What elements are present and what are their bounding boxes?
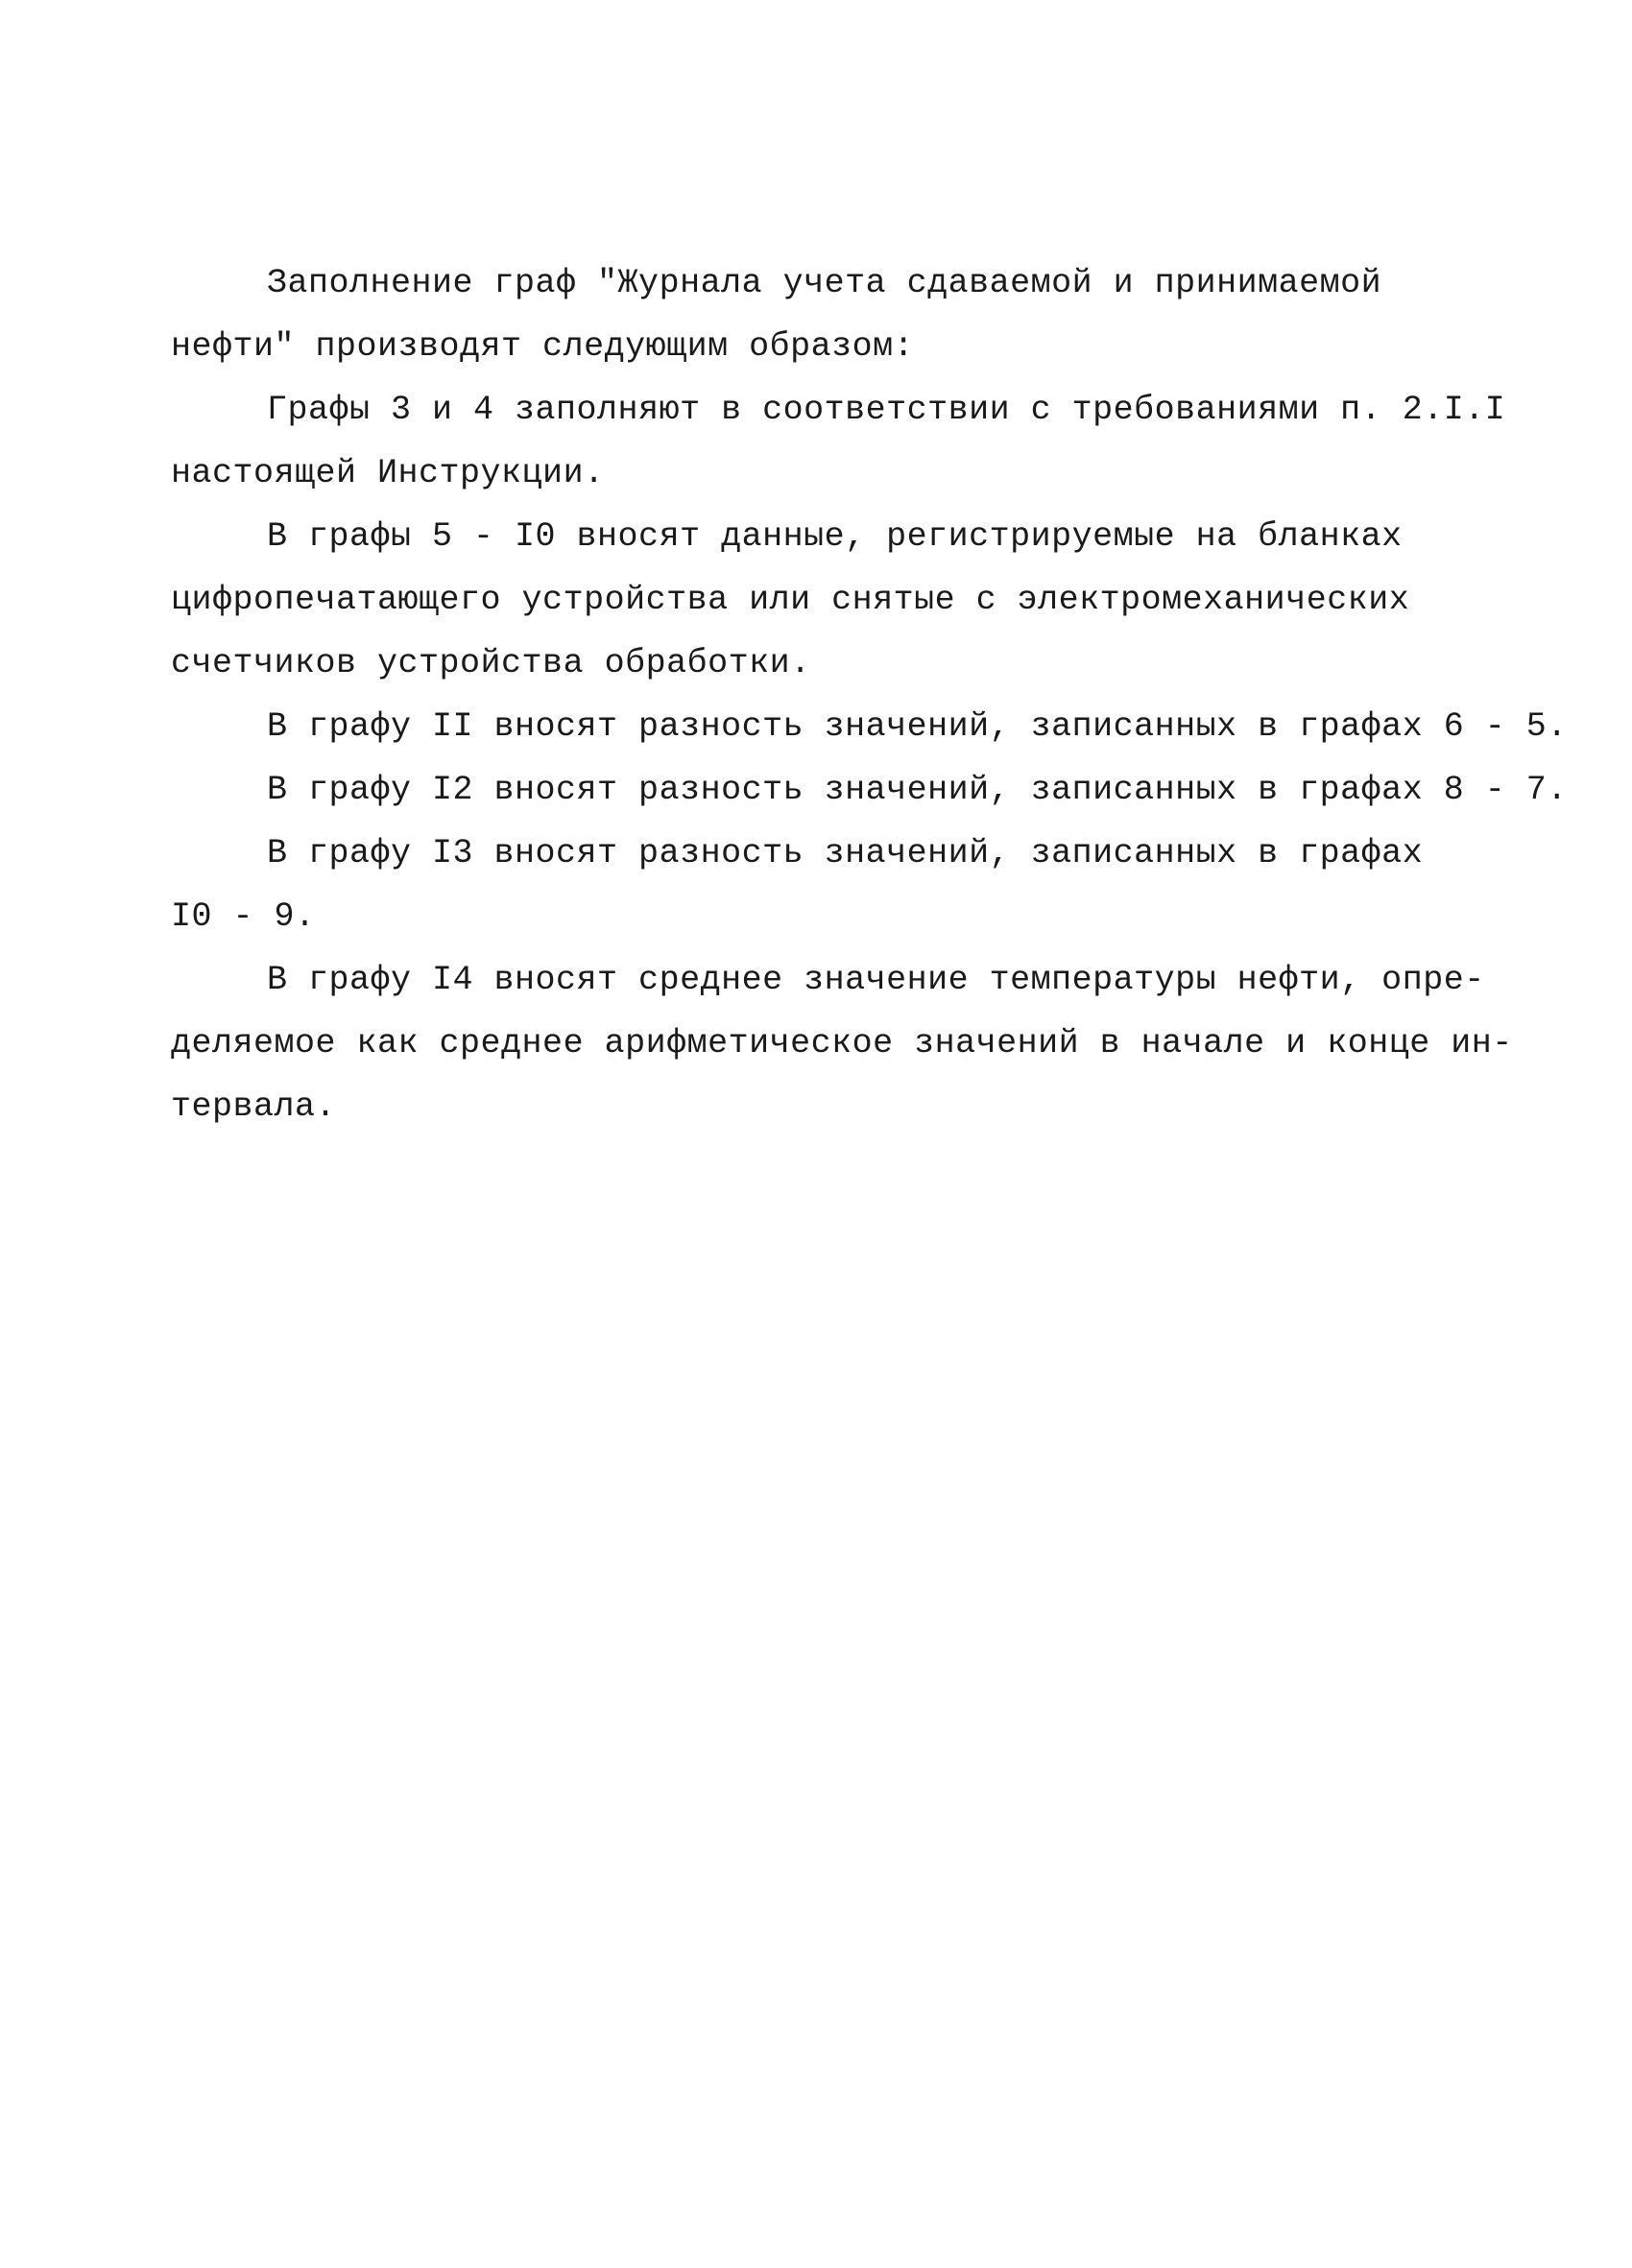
paragraph-column-12	[171, 758, 1568, 822]
text-line: Заполнение граф "Журнала учета сдаваемой и принимаемой	[267, 264, 1382, 302]
text-line: В графу II вносят разность значений, записанных в графах 6 - 5.	[267, 707, 1568, 746]
text-line: В графу I4 вносят среднее значение температуры нефти, опре-	[267, 961, 1485, 999]
document-body	[171, 251, 1568, 1138]
text-line: деляемое как среднее арифметическое значений в начале и конце ин-	[171, 1024, 1513, 1062]
paragraph-columns-3-4	[171, 378, 1506, 505]
paragraph-column-11	[171, 695, 1568, 758]
text-line: нефти" производят следующим образом:	[171, 327, 915, 366]
text-line: цифропечатающего устройства или снятые с электромеханических	[171, 581, 1410, 619]
text-line: В графы 5 - I0 вносят данные, регистрируемые на бланках	[267, 517, 1403, 556]
paragraph-columns-5-10	[171, 505, 1457, 695]
paragraph-column-13	[171, 822, 1457, 948]
text-line: Графы 3 и 4 заполняют в соответствии с требованиями п. 2.I.I	[267, 391, 1506, 429]
paragraph-column-14	[171, 948, 1513, 1138]
text-line: настоящей Инструкции.	[171, 454, 605, 492]
text-line: В графу I3 вносят разность значений, записанных в графах	[267, 834, 1424, 872]
text-line: тервала.	[171, 1087, 337, 1126]
text-line: счетчиков устройства обработки.	[171, 644, 811, 682]
text-line: I0 - 9.	[171, 897, 316, 936]
text-line: В графу I2 вносят разность значений, записанных в графах 8 - 7.	[267, 771, 1568, 809]
paragraph-journal-intro	[171, 251, 1457, 378]
